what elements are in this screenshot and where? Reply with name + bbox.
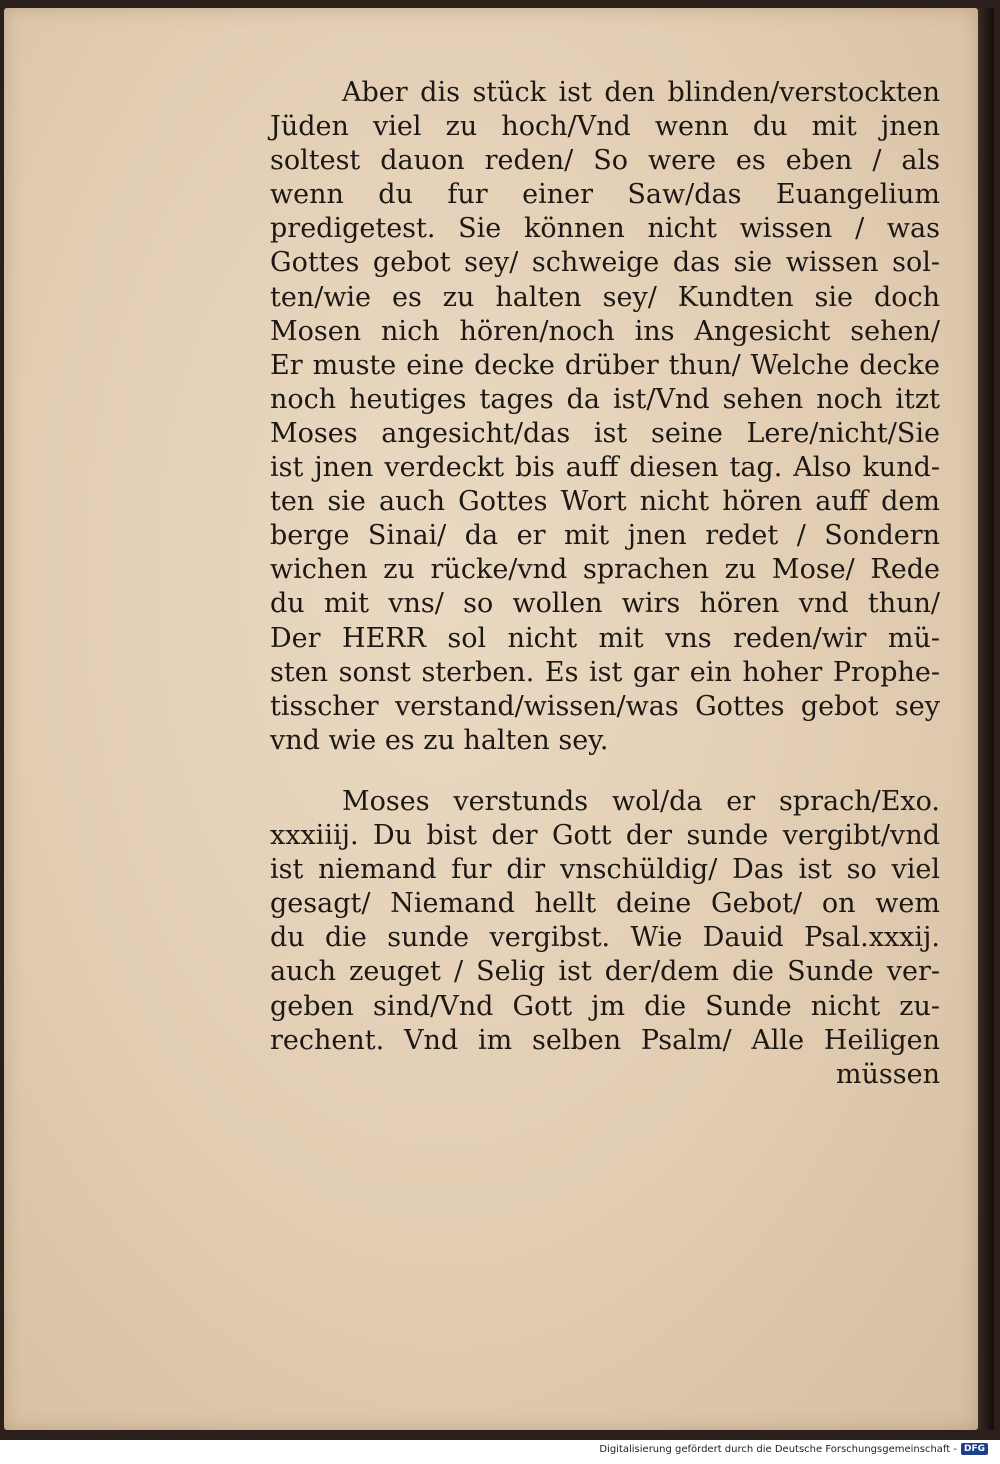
paragraph-1 — [270, 76, 940, 758]
dfg-logo: DFG — [961, 1443, 988, 1455]
text-line: ist niemand fur dir vnschüldig/ Das ist so viel — [270, 854, 940, 886]
text-line: auch zeuget / Selig ist der/dem die Sunde ver- — [270, 956, 940, 988]
text-line: ist jnen verdeckt bis auff diesen tag. Also kund- — [270, 452, 940, 484]
text-line: tisscher verstand/wissen/was Gottes gebot sey — [270, 690, 940, 722]
text-line: rechent. Vnd im selben Psalm/ Alle Heiligen — [270, 1024, 940, 1056]
text-line: Moses verstunds wol/da er sprach/Exo. — [342, 786, 940, 817]
text-line: gesagt/ Niemand hellt deine Gebot/ on wem — [270, 888, 940, 920]
text-line: Er muste eine decke drüber thun/ Welche decke — [270, 349, 940, 381]
text-line: wenn du fur einer Saw/das Euangelium — [270, 179, 940, 211]
digitization-footer — [599, 1443, 988, 1455]
text-line: soltest dauon reden/ So were es eben / als — [270, 145, 940, 177]
text-line: sten sonst sterben. Es ist gar ein hoher Prophe- — [270, 656, 940, 688]
text-line: predigetest. Sie können nicht wissen / was — [270, 213, 940, 245]
footer-text: Digitalisierung gefördert durch die Deutsche Forschungsgemeinschaft - — [599, 1443, 957, 1455]
text-line: noch heutiges tages da ist/Vnd sehen noch itzt — [270, 383, 940, 415]
text-line: Mosen nich hören/noch ins Angesicht sehen/ — [270, 315, 940, 347]
paragraph-2 — [270, 785, 940, 1092]
page-edge — [978, 8, 994, 1430]
text-line: Der HERR sol nicht mit vns reden/wir mü- — [270, 622, 940, 654]
catchword: müssen — [835, 1058, 940, 1090]
text-line: geben sind/Vnd Gott jm die Sunde nicht zu- — [270, 990, 940, 1022]
text-line: ten/wie es zu halten sey/ Kundten sie doch — [270, 281, 940, 313]
text-line: du die sunde vergibst. Wie Dauid Psal.xxxij. — [270, 922, 940, 954]
text-line: vnd wie es zu halten sey. — [270, 724, 609, 756]
text-line: Gottes gebot sey/ schweige das sie wissen sol- — [270, 247, 940, 279]
text-line: berge Sinai/ da er mit jnen redet / Sondern — [270, 520, 940, 552]
text-line: ten sie auch Gottes Wort nicht hören auff dem — [270, 486, 940, 518]
text-line: xxxiiij. Du bist der Gott der sunde vergibt/vnd — [270, 820, 940, 852]
text-line: Moses angesicht/das ist seine Lere/nicht/Sie — [270, 417, 940, 449]
text-line: du mit vns/ so wollen wirs hören vnd thun/ — [270, 588, 940, 620]
text-line: Jüden viel zu hoch/Vnd wenn du mit jnen — [270, 111, 940, 143]
text-line: wichen zu rücke/vnd sprachen zu Mose/ Rede — [270, 554, 940, 586]
text-line: Aber dis stück ist den blinden/verstockten — [342, 77, 940, 108]
